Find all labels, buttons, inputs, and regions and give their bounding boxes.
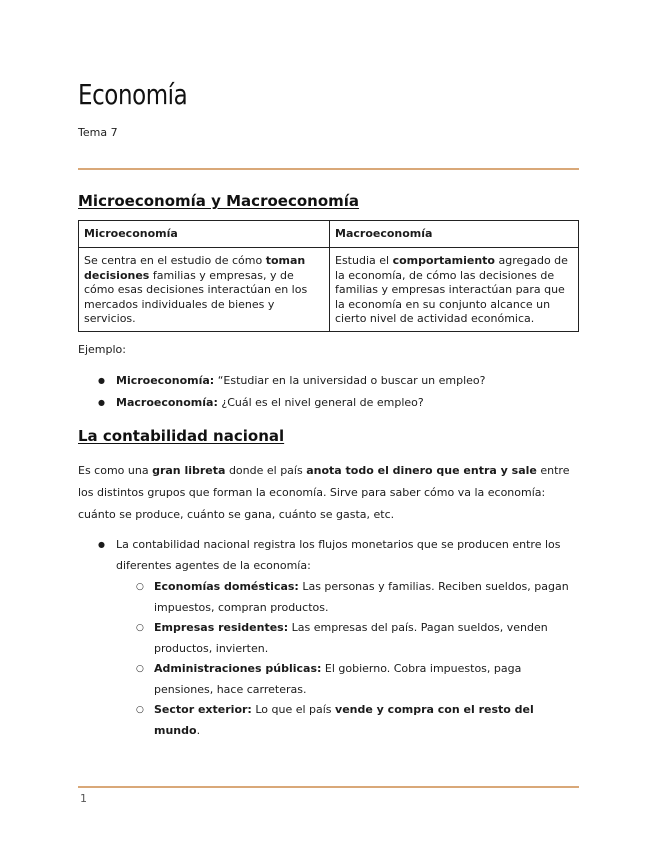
page-number: 1 (80, 792, 87, 805)
section-heading-contabilidad: La contabilidad nacional (78, 427, 285, 445)
example-label: Ejemplo: (78, 343, 126, 356)
comparison-table (78, 220, 579, 332)
document-title: Economía (78, 78, 188, 111)
list-item: ● La contabilidad nacional registra los flujos monetarios que se producen entre los diferentes agentes de la economía: ○ Economías domésticas: Las personas y familias. Reciben sueldos, pagan impuestos, compran productos. ○ Empresas residentes: Las empresas del país. Pagan sueldos, venden productos, invierten. ○ Administraciones públicas: El gobierno. Cobra impuestos, paga pensiones, hace carreteras. ○ Sector exterior: Lo que el país vende y compra con el resto del mundo. (98, 535, 578, 741)
list-item: ○ Sector exterior: Lo que el país vende y compra con el resto del mundo. (116, 700, 578, 741)
table-header-micro: Microeconomía (79, 221, 330, 248)
list-item: ○ Empresas residentes: Las empresas del país. Pagan sueldos, venden productos, invierten. (116, 618, 578, 659)
table-cell-macro: Estudia el comportamiento agregado de la economía, de cómo las decisiones de familias y empresas interactúan para que la economía en su conjunto alcance un cierto nivel de actividad económica. (330, 248, 579, 332)
table-header-macro: Macroeconomía (330, 221, 579, 248)
header-divider (78, 168, 579, 170)
table-header-row (79, 221, 579, 248)
list-item: ● Microeconomía: “Estudiar en la universidad o buscar un empleo? (98, 370, 486, 392)
footer-divider (78, 786, 579, 788)
document-subtitle: Tema 7 (78, 126, 118, 139)
list-item: ● Macroeconomía: ¿Cuál es el nivel general de empleo? (98, 392, 486, 414)
table-cell-micro: Se centra en el estudio de cómo toman decisiones familias y empresas, y de cómo esas decisiones interactúan en los mercados individuales de bienes y servicios. (79, 248, 330, 332)
section-heading-micro-macro: Microeconomía y Macroeconomía (78, 192, 360, 210)
example-list (98, 370, 486, 414)
list-item: ○ Administraciones públicas: El gobierno. Cobra impuestos, paga pensiones, hace carreteras. (116, 659, 578, 700)
agents-list (116, 577, 578, 741)
contabilidad-list (98, 535, 578, 741)
table-row (79, 248, 579, 332)
intro-paragraph: Es como una gran libreta donde el país anota todo el dinero que entra y sale entre los distintos grupos que forman la economía. Sirve para saber cómo va la economía: cuánto se produce, cuánto se gana, cuánto se gasta, etc. (78, 464, 570, 521)
list-item: ○ Economías domésticas: Las personas y familias. Reciben sueldos, pagan impuestos, compran productos. (116, 577, 578, 618)
